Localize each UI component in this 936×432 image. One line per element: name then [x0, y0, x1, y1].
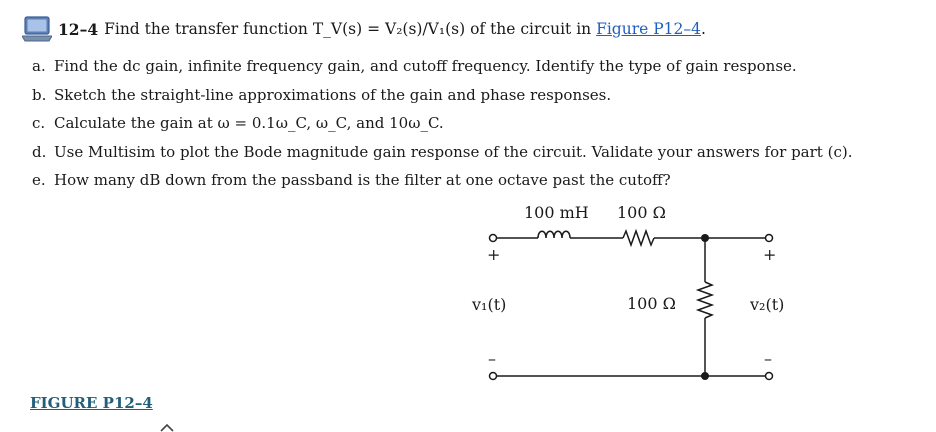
part-c: c. Calculate the gain at ω = 0.1ω_C, ω_C, and 10ω_C.: [32, 114, 444, 133]
input-voltage-label: v₁(t): [472, 295, 507, 314]
input-minus: –: [488, 349, 496, 368]
figure-caption[interactable]: FIGURE P12–4: [30, 394, 153, 412]
inductor-symbol: [538, 231, 570, 238]
series-resistor-symbol: [623, 231, 654, 245]
part-a: a. Find the dc gain, infinite frequency gain, and cutoff frequency. Identify the type of gain response.: [32, 57, 797, 76]
output-terminal-top: [766, 235, 773, 242]
inductor-label: 100 mH: [524, 203, 589, 222]
part-b: b. Sketch the straight-line approximations of the gain and phase responses.: [32, 85, 612, 104]
circuit-diagram: [460, 192, 800, 392]
shunt-resistor-symbol: [698, 282, 712, 318]
problem-parts: [32, 52, 852, 195]
node-bottom: [701, 372, 709, 380]
part-e: e. How many dB down from the passband is the filter at one octave past the cutoff?: [32, 171, 671, 190]
input-terminal-bottom: [490, 373, 497, 380]
input-terminal-top: [490, 235, 497, 242]
node-top: [701, 234, 709, 242]
figure-link[interactable]: Figure P12–4: [596, 20, 701, 38]
part-d: d. Use Multisim to plot the Bode magnitude gain response of the circuit. Validate your answers for part (c).: [32, 142, 853, 161]
output-minus: –: [764, 349, 772, 368]
output-terminal-bottom: [766, 373, 773, 380]
problem-number: 12–4: [58, 19, 99, 39]
caret-up-icon[interactable]: [160, 424, 174, 432]
output-voltage-label: v₂(t): [750, 295, 785, 314]
shunt-resistor-label: 100 Ω: [627, 294, 676, 313]
laptop-icon: [22, 16, 52, 42]
input-plus: +: [487, 245, 501, 264]
problem-title: Find the transfer function T_V(s) = V₂(s)/V₁(s) of the circuit in Figure P12–4.: [104, 20, 706, 38]
series-resistor-label: 100 Ω: [617, 203, 666, 222]
problem-header: [22, 14, 706, 44]
output-plus: +: [763, 245, 777, 264]
